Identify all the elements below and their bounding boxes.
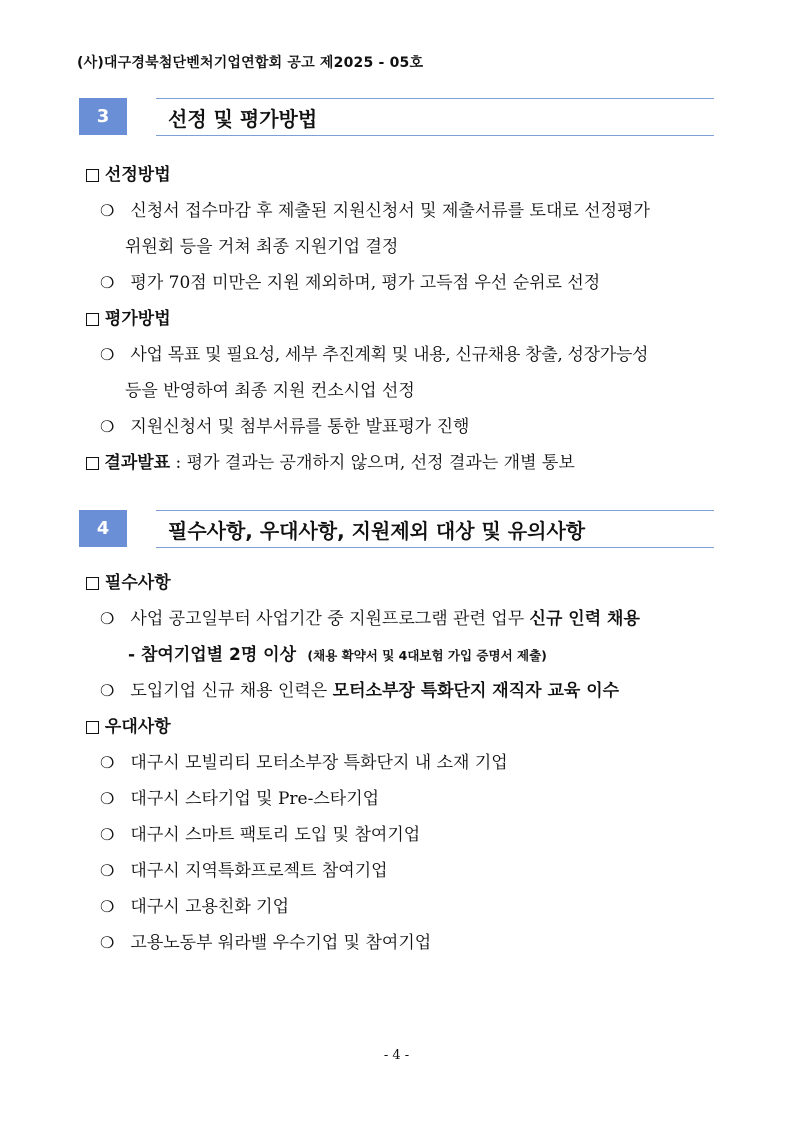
result-text: : 평가 결과는 공개하지 않으며, 선정 결과는 개별 통보	[170, 453, 575, 473]
circle-bullet-icon: ❍	[100, 609, 115, 628]
circle-bullet-icon: ❍	[100, 417, 115, 436]
circle-bullet-icon: ❍	[100, 825, 115, 844]
section-title-bar-4	[156, 510, 714, 548]
evaluation-item-2: ❍ 지원신청서 및 첨부서류를 통한 발표평가 진행	[100, 417, 470, 437]
checkbox-square-icon	[86, 457, 99, 470]
preferred-item: ❍ 대구시 고용친화 기업	[100, 897, 290, 917]
checkbox-square-icon	[86, 169, 99, 182]
preferred-item: ❍ 대구시 지역특화프로젝트 참여기업	[100, 861, 388, 881]
preferred-item: ❍ 고용노동부 워라밸 우수기업 및 참여기업	[100, 933, 432, 953]
circle-bullet-icon: ❍	[100, 201, 115, 220]
preferred-item: ❍ 대구시 스타기업 및 Pre-스타기업	[100, 789, 380, 809]
checkbox-square-icon	[86, 313, 99, 326]
preferred-item: ❍ 대구시 모빌리티 모터소부장 특화단지 내 소재 기업	[100, 753, 508, 773]
section-title-4: 필수사항, 우대사항, 지원제외 대상 및 유의사항	[168, 518, 586, 543]
required-item-1: ❍ 사업 공고일부터 사업기간 중 지원프로그램 관련 업무 신규 인력 채용	[100, 609, 640, 629]
preferred-item: ❍ 대구시 스마트 팩토리 도입 및 참여기업	[100, 825, 421, 845]
required-item-1-cont: - 참여기업별 2명 이상 (채용 확약서 및 4대보험 가입 증명서 제출)	[128, 645, 547, 665]
section-number-3: 3	[79, 98, 127, 135]
document-header: (사)대구경북첨단벤처기업연합회 공고 제2025 - 05호	[77, 55, 424, 71]
checkbox-square-icon	[86, 721, 99, 734]
circle-bullet-icon: ❍	[100, 861, 115, 880]
section-number-4: 4	[79, 510, 127, 547]
circle-bullet-icon: ❍	[100, 789, 115, 808]
selection-item-1: ❍ 신청서 접수마감 후 제출된 지원신청서 및 제출서류를 토대로 선정평가	[100, 201, 650, 221]
checkbox-square-icon	[86, 577, 99, 590]
circle-bullet-icon: ❍	[100, 345, 115, 364]
selection-item-1-cont: 위원회 등을 거쳐 최종 지원기업 결정	[125, 237, 399, 257]
circle-bullet-icon: ❍	[100, 681, 115, 700]
required-heading: 필수사항	[86, 568, 171, 593]
required-item-2: ❍ 도입기업 신규 채용 인력은 모터소부장 특화단지 재직자 교육 이수	[100, 681, 620, 701]
evaluation-item-1: ❍ 사업 목표 및 필요성, 세부 추진계획 및 내용, 신규채용 창출, 성장가능성	[100, 345, 649, 365]
evaluation-heading: 평가방법	[86, 304, 171, 329]
section-title-3: 선정 및 평가방법	[168, 106, 318, 131]
result-line	[86, 448, 575, 473]
section-title-bar-3	[156, 98, 714, 136]
circle-bullet-icon: ❍	[100, 897, 115, 916]
evaluation-item-1-cont: 등을 반영하여 최종 지원 컨소시업 선정	[125, 381, 415, 401]
circle-bullet-icon: ❍	[100, 753, 115, 772]
preferred-heading: 우대사항	[86, 712, 171, 737]
circle-bullet-icon: ❍	[100, 933, 115, 952]
circle-bullet-icon: ❍	[100, 273, 115, 292]
result-heading: 결과발표	[104, 453, 171, 473]
page-number: - 4 -	[383, 1048, 410, 1063]
selection-heading: 선정방법	[86, 160, 171, 185]
selection-item-2: ❍ 평가 70점 미만은 지원 제외하며, 평가 고득점 우선 순위로 선정	[100, 273, 601, 293]
